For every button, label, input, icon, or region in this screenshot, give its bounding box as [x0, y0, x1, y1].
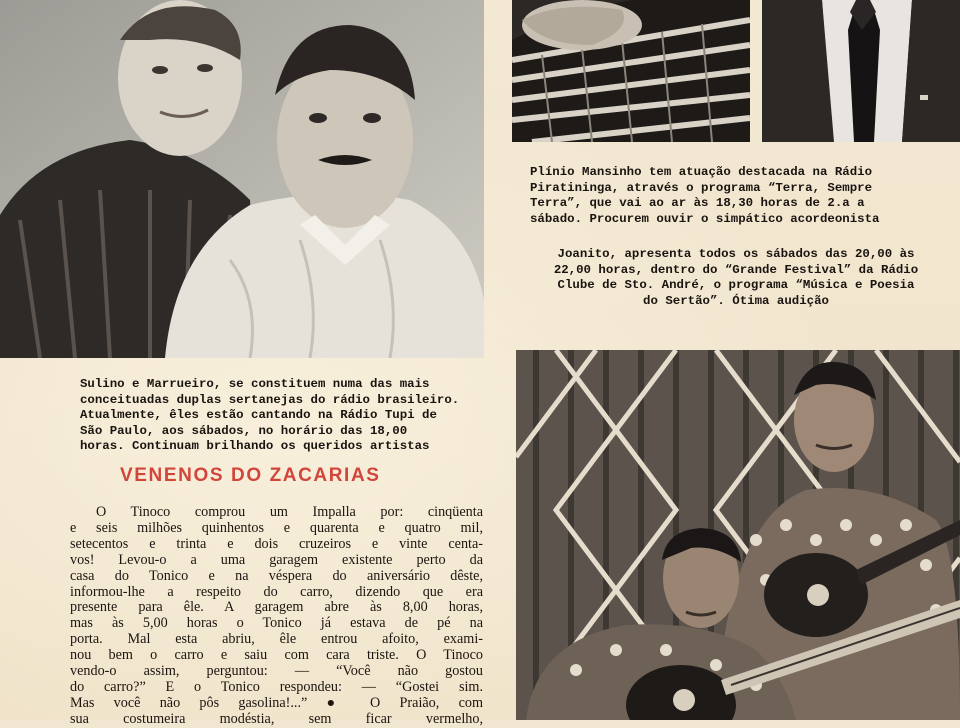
caption-line: conceituadas duplas sertanejas do rádio brasileiro.: [80, 392, 460, 407]
caption-line: Clube de Sto. André, o programa “Música e Poesia: [557, 278, 915, 293]
caption-joanito: [530, 247, 942, 309]
caption-line: do Sertão”. Ótima audição: [643, 293, 829, 308]
article-headline: VENENOS DO ZACARIAS: [120, 465, 381, 486]
article-line: sua costumeira modéstia, sem ficar vermelho,: [70, 710, 483, 727]
photo-accordion-keys: [512, 0, 750, 142]
caption-line: Terra”, que vai ao ar às 18,30 horas de 2.a a: [530, 196, 865, 211]
photo-sulino-marrueiro: [0, 0, 484, 358]
caption-line: horas. Continuam brilhando os queridos artistas: [80, 439, 430, 454]
article-line: vos! Levou-o a uma garagem existente perto da: [70, 551, 483, 568]
photo-man-in-suit: [762, 0, 960, 142]
article-line: setecentos e trinta e dois cruzeiros e vinte centa-: [70, 535, 483, 552]
article-line: e seis milhões quinhentos e quarenta e quatro mil,: [70, 519, 483, 536]
caption-line: 22,00 horas, dentro do “Grande Festival” da Rádio: [553, 262, 919, 277]
caption-line: Piratininga, através o programa “Terra, Sempre: [530, 180, 873, 195]
caption-line: Sulino e Marrueiro, se constituem numa das mais: [80, 377, 430, 391]
article-line: vendo-o assim, perguntou: — “Você não gostou: [70, 663, 483, 680]
caption-line: sábado. Procurem ouvir o simpático acordeonista: [530, 211, 880, 226]
article-line: casa do Tonico e na véspera do aniversário dêste,: [70, 567, 483, 584]
article-line: presente para êle. A garagem abre às 8,00 horas,: [70, 599, 483, 616]
caption-plinio-mansinho: [530, 165, 942, 227]
article-line: O Tinoco comprou um Impalla por: cinqüenta: [96, 504, 483, 520]
caption-line: Joanito, apresenta todos os sábados das 20,00 às: [557, 247, 915, 261]
caption-line: Atualmente, êles estão cantando na Rádio Tupi de: [80, 408, 437, 423]
article-line: informou-lhe a respeito do carro, dizendo que era: [70, 583, 483, 600]
article-line: mas às 5,00 horas o Tonico já estava de pé na: [70, 615, 483, 632]
article-body: [70, 505, 483, 728]
photo-guitarists: [516, 350, 960, 720]
caption-line: Plínio Mansinho tem atuação destacada na Rádio: [530, 165, 873, 179]
article-line: porta. Mal esta abriu, êle entrou afoito, exami-: [70, 631, 483, 648]
caption-sulino-marrueiro: [80, 377, 492, 455]
article-line: nou bem o carro e saiu com cara triste. O Tinoco: [70, 647, 483, 664]
article-line: do carro?” E o Tonico respondeu: — “Gostei sim.: [70, 678, 483, 695]
caption-line: São Paulo, aos sábados, no horário das 18,00: [80, 423, 408, 438]
article-line: Mas você não pôs gasolina!...” ● O Praião, com: [70, 694, 483, 711]
